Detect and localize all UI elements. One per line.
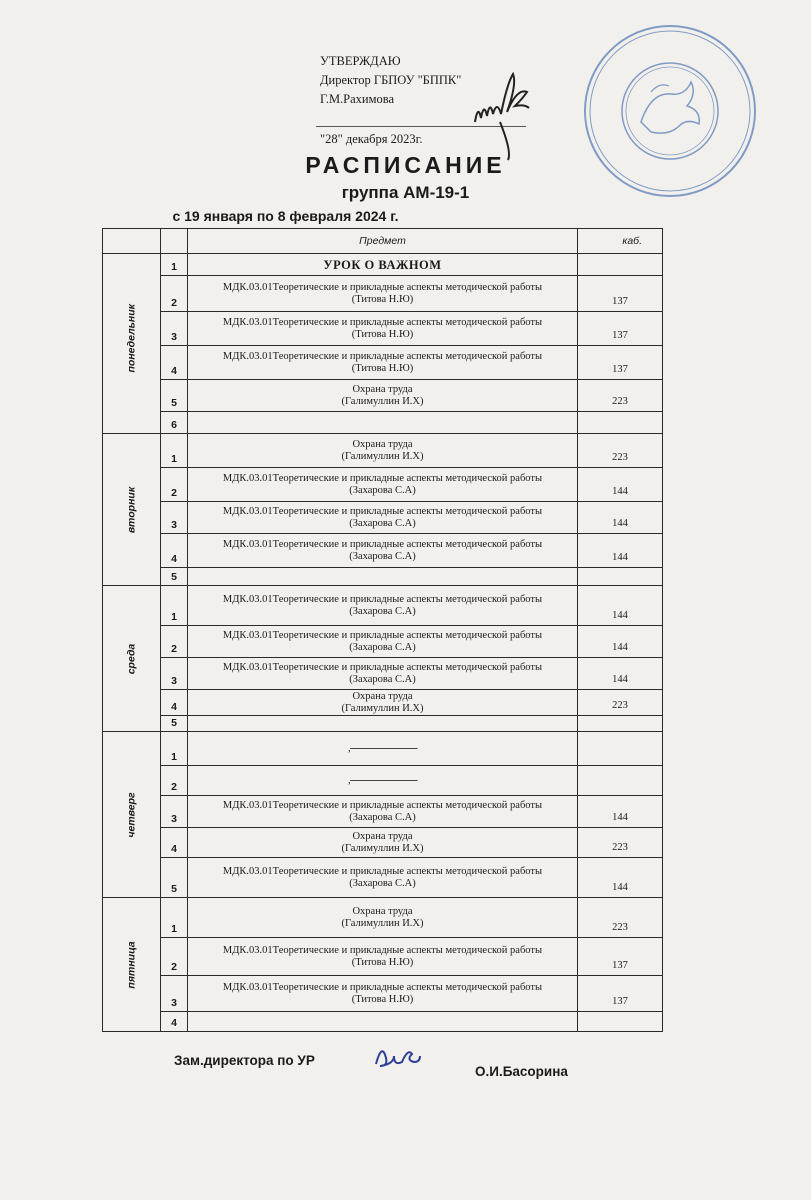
- lesson-subject-cell: [188, 690, 578, 716]
- day-name-cell: [103, 586, 161, 732]
- table-row: [103, 568, 663, 586]
- lesson-subject: Охрана труда: [352, 830, 413, 842]
- lesson-subject-cell: [188, 766, 578, 796]
- schedule-table: [102, 228, 663, 1032]
- lesson-subject: МДК.03.01Теоретические и прикладные аспекты методической работы: [222, 629, 543, 641]
- lesson-subject: МДК.03.01Теоретические и прикладные аспекты методической работы: [222, 593, 543, 605]
- lesson-number: 2: [161, 766, 188, 796]
- lesson-room: [578, 766, 663, 796]
- lesson-subject-cell: [188, 626, 578, 658]
- lesson-subject-cell: [188, 412, 578, 434]
- deputy-title: Зам.директора по УР: [174, 1053, 315, 1068]
- lesson-number: 3: [161, 796, 188, 828]
- day-name-cell: [103, 732, 161, 898]
- table-row: [103, 898, 663, 938]
- day-name-cell: [103, 898, 161, 1032]
- lesson-subject-cell: [188, 468, 578, 502]
- table-row: [103, 690, 663, 716]
- approval-position: Директор ГБПОУ "БППК": [320, 73, 462, 87]
- lesson-teacher: (Захарова С.А): [349, 550, 416, 562]
- table-row: [103, 346, 663, 380]
- lesson-subject: МДК.03.01Теоретические и прикладные аспекты методической работы: [222, 538, 543, 550]
- lesson-room: 137: [578, 976, 663, 1012]
- lesson-room: 137: [578, 312, 663, 346]
- lesson-room: 144: [578, 626, 663, 658]
- table-row: [103, 716, 663, 732]
- deputy-signature: [372, 1040, 422, 1074]
- lesson-subject-cell: [188, 1012, 578, 1032]
- lesson-number: 1: [161, 254, 188, 276]
- lesson-subject-cell: [188, 898, 578, 938]
- table-row: [103, 380, 663, 412]
- lesson-teacher: (Титова Н.Ю): [351, 993, 414, 1005]
- lesson-number: 5: [161, 858, 188, 898]
- lesson-subject-cell: [188, 346, 578, 380]
- day-name-cell: [103, 434, 161, 586]
- table-row: [103, 766, 663, 796]
- lesson-subject-cell: [188, 502, 578, 534]
- lesson-subject-cell: [188, 380, 578, 412]
- lesson-subject-cell: [188, 938, 578, 976]
- lesson-room: 137: [578, 938, 663, 976]
- lesson-teacher: (Захарова С.А): [349, 877, 416, 889]
- lesson-subject-cell: [188, 534, 578, 568]
- approval-heading: УТВЕРЖДАЮ: [320, 54, 401, 68]
- period-label: с 19 января по 8 февраля 2024 г.: [172, 208, 399, 224]
- lesson-teacher: (Титова Н.Ю): [351, 956, 414, 968]
- lesson-number: 4: [161, 690, 188, 716]
- lesson-room: [578, 1012, 663, 1032]
- lesson-room: [578, 412, 663, 434]
- table-row: [103, 1012, 663, 1032]
- table-row: [103, 828, 663, 858]
- director-signature: [470, 62, 550, 162]
- lesson-teacher: (Галимуллин И.Х): [341, 450, 424, 462]
- lesson-room: 144: [578, 796, 663, 828]
- lesson-number: 4: [161, 1012, 188, 1032]
- lesson-teacher: (Титова Н.Ю): [351, 293, 414, 305]
- lesson-number: 5: [161, 380, 188, 412]
- day-name: четверг: [125, 791, 138, 838]
- lesson-teacher: (Галимуллин И.Х): [341, 842, 424, 854]
- deputy-name: О.И.Басорина: [475, 1064, 568, 1079]
- lesson-room: 223: [578, 690, 663, 716]
- table-row: [103, 626, 663, 658]
- lesson-number: 6: [161, 412, 188, 434]
- table-row: [103, 312, 663, 346]
- lesson-number: 5: [161, 568, 188, 586]
- lesson-number: 3: [161, 502, 188, 534]
- lesson-room: 144: [578, 858, 663, 898]
- lesson-teacher: (Захарова С.А): [349, 517, 416, 529]
- lesson-number: 3: [161, 976, 188, 1012]
- header-subject: Предмет: [188, 229, 578, 254]
- lesson-teacher: (Захарова С.А): [349, 605, 416, 617]
- lesson-subject-cell: [188, 858, 578, 898]
- lesson-teacher: (Галимуллин И.Х): [341, 702, 424, 714]
- lesson-number: 1: [161, 586, 188, 626]
- header-num-cell: [161, 229, 188, 254]
- day-name: среда: [125, 643, 138, 674]
- lesson-room: 223: [578, 898, 663, 938]
- table-row: [103, 796, 663, 828]
- lesson-subject: МДК.03.01Теоретические и прикладные аспекты методической работы: [222, 981, 543, 993]
- lesson-number: 2: [161, 468, 188, 502]
- lesson-number: 2: [161, 938, 188, 976]
- lesson-room: 223: [578, 380, 663, 412]
- lesson-subject: МДК.03.01Теоретические и прикладные аспекты методической работы: [222, 944, 543, 956]
- lesson-teacher: (Галимуллин И.Х): [341, 917, 424, 929]
- table-row: [103, 434, 663, 468]
- lesson-number: 5: [161, 716, 188, 732]
- lesson-room: 137: [578, 346, 663, 380]
- lesson-subject: ,---------------------------: [347, 742, 418, 754]
- lesson-room: 144: [578, 586, 663, 626]
- header-day-cell: [103, 229, 161, 254]
- lesson-room: 144: [578, 534, 663, 568]
- table-row: [103, 858, 663, 898]
- lesson-subject-cell: [188, 658, 578, 690]
- lesson-subject-cell: [188, 796, 578, 828]
- table-row: [103, 412, 663, 434]
- lesson-subject: МДК.03.01Теоретические и прикладные аспекты методической работы: [222, 281, 543, 293]
- table-row: [103, 468, 663, 502]
- lesson-room: [578, 568, 663, 586]
- lesson-subject-cell: [188, 976, 578, 1012]
- table-row: [103, 586, 663, 626]
- lesson-room: 144: [578, 502, 663, 534]
- lesson-subject: МДК.03.01Теоретические и прикладные аспекты методической работы: [222, 472, 543, 484]
- lesson-subject: УРОК О ВАЖНОМ: [323, 257, 442, 272]
- lesson-room: 223: [578, 828, 663, 858]
- approval-date: "28" декабря 2023г.: [320, 132, 423, 146]
- lesson-teacher: (Захарова С.А): [349, 673, 416, 685]
- group-label: группа АМ-19-1: [341, 183, 470, 202]
- day-name-cell: [103, 254, 161, 434]
- lesson-teacher: (Захарова С.А): [349, 641, 416, 653]
- table-row: [103, 254, 663, 276]
- lesson-subject: ,---------------------------: [347, 774, 418, 786]
- lesson-subject-cell: [188, 586, 578, 626]
- lesson-subject: МДК.03.01Теоретические и прикладные аспекты методической работы: [222, 316, 543, 328]
- lesson-subject: МДК.03.01Теоретические и прикладные аспекты методической работы: [222, 799, 543, 811]
- lesson-subject-cell: [188, 312, 578, 346]
- approval-name: Г.М.Рахимова: [320, 92, 395, 106]
- lesson-room: [578, 716, 663, 732]
- lesson-subject: Охрана труда: [352, 690, 413, 702]
- lesson-subject: Охрана труда: [352, 438, 413, 450]
- lesson-teacher: (Галимуллин И.Х): [341, 395, 424, 407]
- table-row: [103, 534, 663, 568]
- lesson-number: 2: [161, 626, 188, 658]
- lesson-room: 137: [578, 276, 663, 312]
- lesson-subject: МДК.03.01Теоретические и прикладные аспекты методической работы: [222, 505, 543, 517]
- lesson-subject: Охрана труда: [352, 383, 413, 395]
- lesson-teacher: (Титова Н.Ю): [351, 328, 414, 340]
- lesson-subject-cell: [188, 732, 578, 766]
- lesson-subject-cell: [188, 828, 578, 858]
- lesson-subject-cell: [188, 716, 578, 732]
- lesson-subject: Охрана труда: [352, 905, 413, 917]
- header-room: каб.: [578, 229, 663, 254]
- lesson-subject: МДК.03.01Теоретические и прикладные аспекты методической работы: [222, 350, 543, 362]
- day-name: вторник: [125, 486, 138, 533]
- lesson-subject-cell: [188, 254, 578, 276]
- table-row: [103, 658, 663, 690]
- lesson-number: 1: [161, 434, 188, 468]
- lesson-number: 3: [161, 658, 188, 690]
- lesson-number: 1: [161, 732, 188, 766]
- table-row: [103, 938, 663, 976]
- document-title: РАСПИСАНИЕ: [305, 152, 506, 178]
- table-row: [103, 976, 663, 1012]
- lesson-number: 2: [161, 276, 188, 312]
- lesson-room: 144: [578, 658, 663, 690]
- lesson-room: 144: [578, 468, 663, 502]
- lesson-number: 4: [161, 534, 188, 568]
- lesson-teacher: (Титова Н.Ю): [351, 362, 414, 374]
- lesson-subject: МДК.03.01Теоретические и прикладные аспекты методической работы: [222, 865, 543, 877]
- lesson-number: 4: [161, 346, 188, 380]
- lesson-number: 3: [161, 312, 188, 346]
- table-row: [103, 732, 663, 766]
- lesson-room: [578, 254, 663, 276]
- lesson-subject: МДК.03.01Теоретические и прикладные аспекты методической работы: [222, 661, 543, 673]
- lesson-subject-cell: [188, 276, 578, 312]
- lesson-teacher: (Захарова С.А): [349, 484, 416, 496]
- lesson-subject-cell: [188, 568, 578, 586]
- lesson-number: 1: [161, 898, 188, 938]
- lesson-room: [578, 732, 663, 766]
- lesson-number: 4: [161, 828, 188, 858]
- table-row: [103, 502, 663, 534]
- approval-block: [320, 52, 461, 149]
- lesson-teacher: (Захарова С.А): [349, 811, 416, 823]
- lesson-room: 223: [578, 434, 663, 468]
- lesson-subject-cell: [188, 434, 578, 468]
- day-name: пятница: [125, 940, 138, 989]
- table-header-row: [103, 229, 663, 254]
- day-name: понедельник: [125, 303, 138, 372]
- table-row: [103, 276, 663, 312]
